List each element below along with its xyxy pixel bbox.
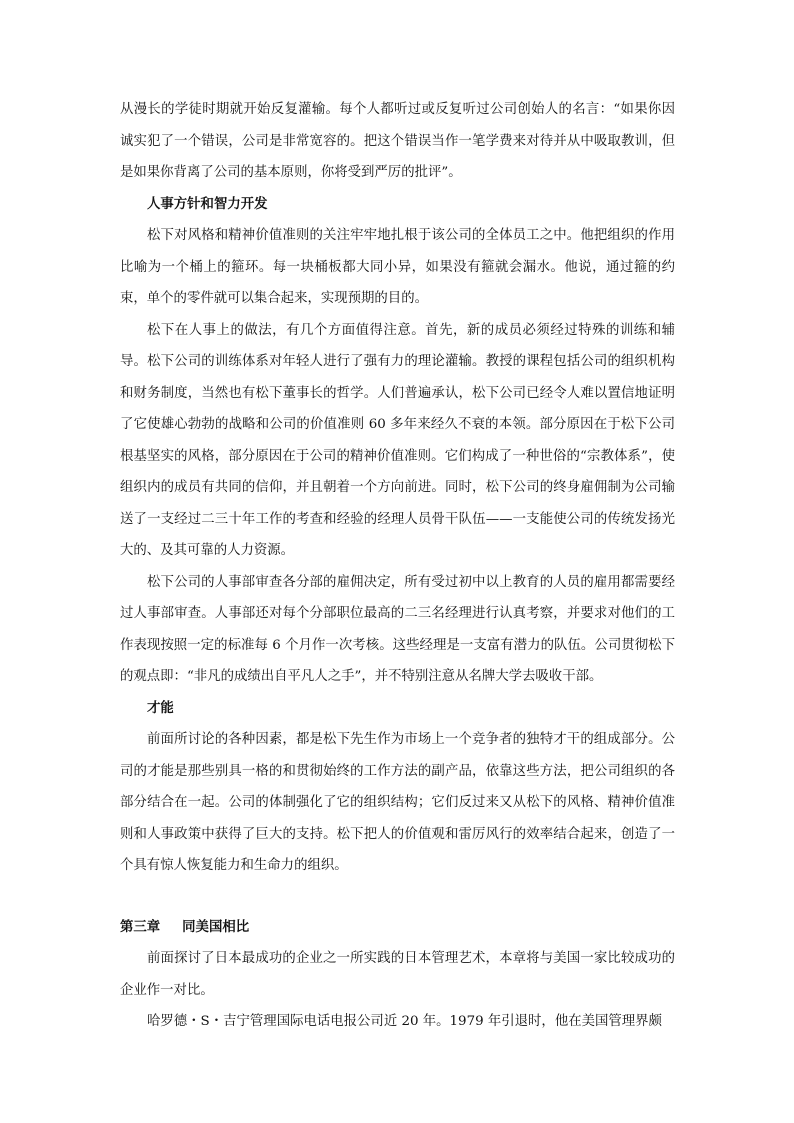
text-column	[120, 94, 675, 1038]
paragraph: 前面所讨论的各种因素，都是松下先生作为市场上一个竞争者的独特才干的组成部分。公司的才能是那些别具一格的和贯彻始终的工作方法的副产品，依靠这些方法，把公司组织的各部分结合在一起。公司的体制强化了它的组织结构；它们反过来又从松下的风格、精神价值准则和人事政策中获得了巨大的支持。松下把人的价值观和雷厉风行的效率结合起来，创造了一个具有惊人恢复能力和生命力的组织。	[120, 732, 675, 873]
section-heading-personnel: 人事方针和智力开发	[147, 196, 268, 212]
chapter-heading	[120, 912, 675, 944]
paragraph: 哈罗德・S・吉宁管理国际电话电报公司近 20 年。1979 年引退时，他在美国管理界颇	[147, 1014, 662, 1029]
paragraph: 松下在人事上的做法，有几个方面值得注意。首先，新的成员必须经过特殊的训练和辅导。松下公司的训练体系对年轻人进行了强有力的理论灌输。教授的课程包括公司的组织机构和财务制度，当然也有松下董事长的哲学。人们普遍承认，松下公司已经令人难以置信地证明了它使雄心勃勃的战略和公司的价值准则 60 多年来经久不衰的本领。部分原因在于松下公司根基坚实的风格，部分原因在于公司的精神价值准则。它们构成了一种世俗的“宗教体系”，使组织内的成员有共同的信仰，并且朝着一个方向前进。同时，松下公司的终身雇佣制为公司输送了一支经过二三十年工作的考查和经验的经理人员骨干队伍——一支能使公司的传统发扬光大的、及其可靠的人力资源。	[120, 322, 675, 558]
chapter-title: 同美国相比	[182, 919, 250, 935]
paragraph: 松下公司的人事部审查各分部的雇佣决定，所有受过初中以上教育的人员的雇用都需要经过人事部审查。人事部还对每个分部职位最高的二三名经理进行认真考察，并要求对他们的工作表现按照一定的标准每 6 个月作一次考核。这些经理是一支富有潜力的队伍。公司贯彻松下的观点即：“非凡的成绩出自平凡人之手”，并不特别注意从名牌大学去吸收干部。	[120, 574, 675, 684]
paragraph: 松下对风格和精神价值准则的关注牢牢地扎根于该公司的全体员工之中。他把组织的作用比喻为一个桶上的箍环。每一块桶板都大同小异，如果没有箍就会漏水。他说，通过箍的约束，单个的零件就可以集合起来，实现预期的目的。	[120, 228, 675, 306]
section-heading-talent: 才能	[147, 700, 174, 716]
chapter-number: 第三章	[120, 919, 161, 935]
paragraph-continued: 从漫长的学徒时期就开始反复灌输。每个人都听过或反复听过公司创始人的名言：“如果你因诚实犯了一个错误，公司是非常宽容的。把这个错误当作一笔学费来对待并从中吸取教训，但是如果你背离了公司的基本原则，你将受到严厉的批评”。	[120, 102, 675, 180]
paragraph: 前面探讨了日本最成功的企业之一所实践的日本管理艺术，本章将与美国一家比较成功的企业作一对比。	[120, 951, 675, 998]
